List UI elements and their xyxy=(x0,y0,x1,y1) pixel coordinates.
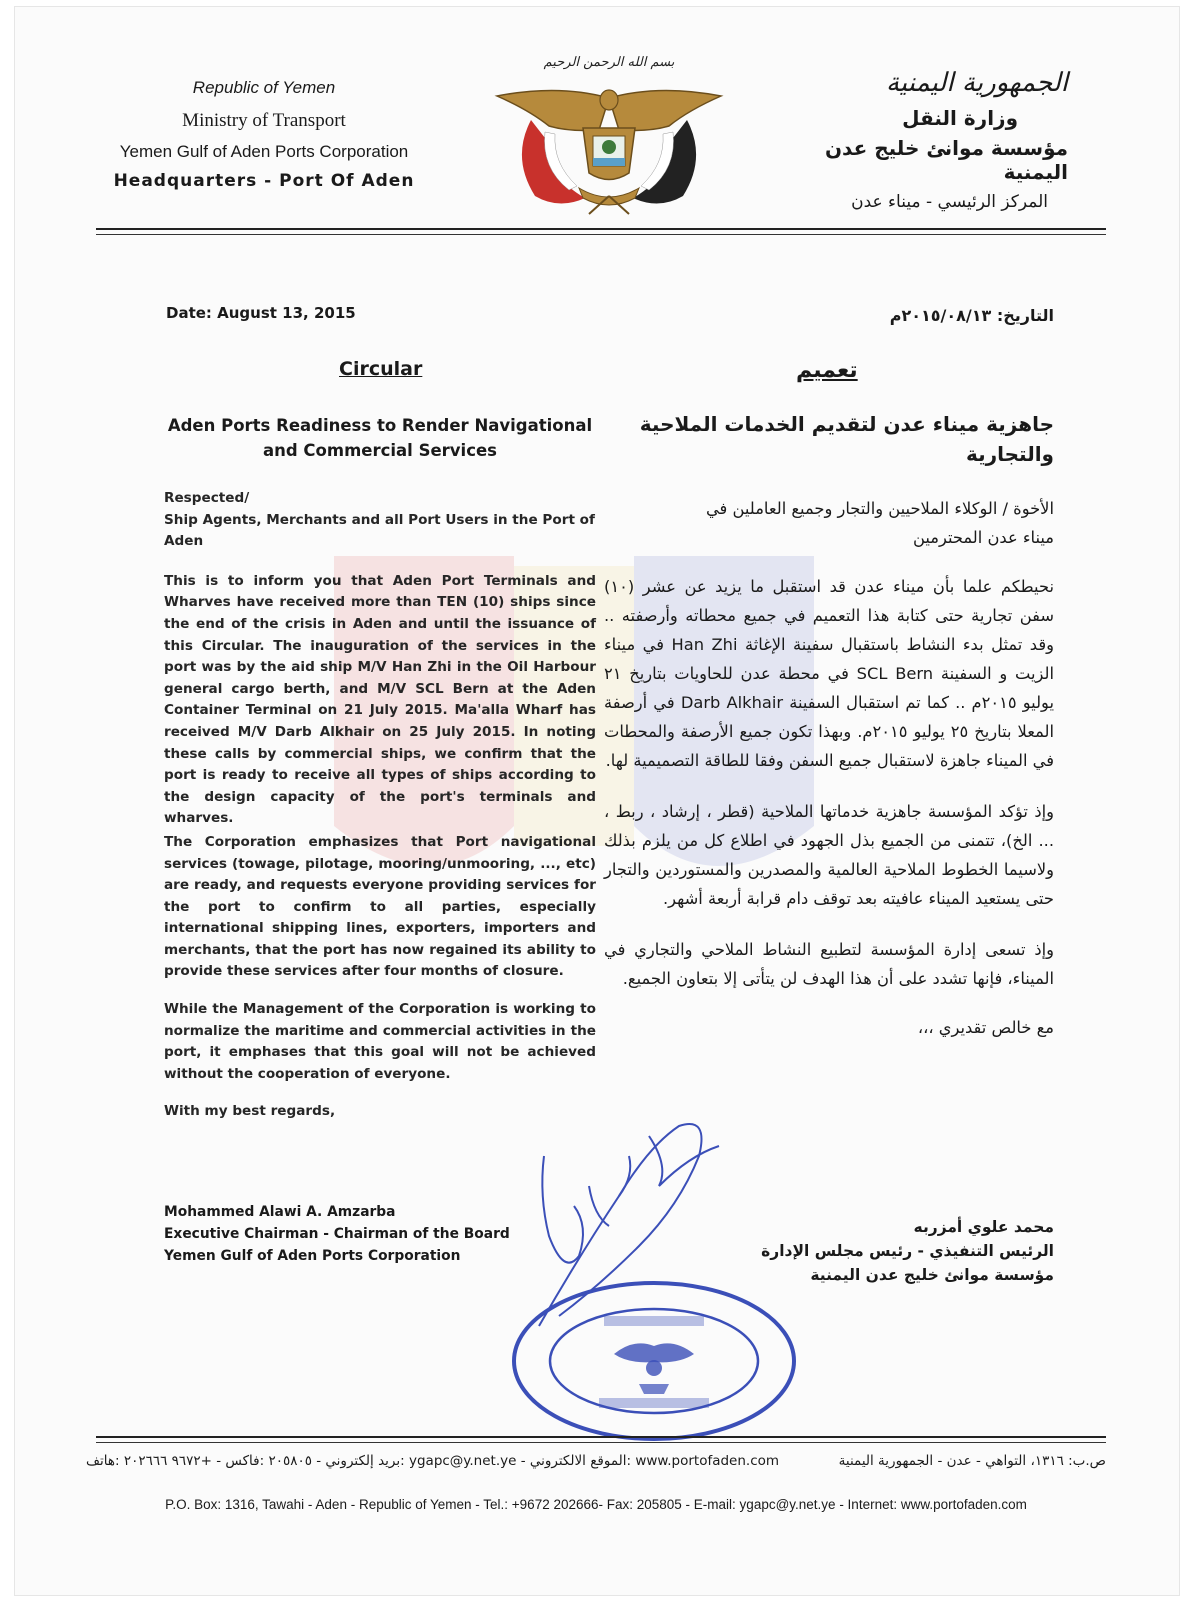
salutation-en-2: Ship Agents, Merchants and all Port Users in the Port of Aden xyxy=(164,511,595,550)
paragraph-ar-3: وإذ تسعى إدارة المؤسسة لتطبيع النشاط الملاحي والتجاري في الميناء، فإنها تشدد على أن هذا الهدف لن يتأتى إلا بتعاون الجميع. xyxy=(604,940,1054,988)
ministry-name-ar: وزارة النقل xyxy=(902,106,1018,130)
english-column xyxy=(164,488,596,1123)
header-rule-top xyxy=(96,228,1106,230)
subject-ar: جاهزية ميناء عدن لتقديم الخدمات الملاحية والتجارية xyxy=(639,412,1054,466)
signatory-title-ar: الرئيس التنفيذي - رئيس مجلس الإدارة xyxy=(761,1242,1054,1260)
signatory-name-en: Mohammed Alawi A. Amzarba xyxy=(164,1204,396,1220)
footer-rule-top xyxy=(96,1436,1106,1438)
closing-en: With my best regards, xyxy=(164,1103,336,1120)
title-ar: تعميم xyxy=(796,358,858,383)
footer-rule-bottom xyxy=(96,1442,1106,1443)
corporation-name-ar: مؤسسة موانئ خليج عدن اليمنية xyxy=(824,136,1068,184)
ministry-name-en: Ministry of Transport xyxy=(182,110,346,131)
salutation-en-1: Respected/ xyxy=(164,490,250,506)
signatory-org-en: Yemen Gulf of Aden Ports Corporation xyxy=(164,1248,461,1264)
subject-en: Aden Ports Readiness to Render Navigational and Commercial Services xyxy=(167,416,593,460)
paragraph-en-1: This is to inform you that Aden Port Terminals and Wharves have received more than TEN (10) ships since the end of the crisis in Aden and until the issuance of this Circular. The inauguration of the services in the port was by the aid ship M/V Han Zhi in the Oil Harbour general cargo berth, and M/V SCL Bern at the Aden Container Terminal on 21 July 2015. Ma'alla Wharf has received M/V Darb Alkhair on 25 July 2015. In noting these calls by commercial ships, we confirm that the port is ready to receive all types of ships according to the design capacity of the port's terminals and wharves. xyxy=(164,572,596,827)
paragraph-ar-1: نحيطكم علما بأن ميناء عدن قد استقبل ما يزيد عن عشر (١٠) سفن تجارية حتى كتابة هذا التعميم في جميع محطاته وأرصفته .. وقد تمثل بدء النشاط باستقبال سفينة الإغاثة Han Zhi في ميناء الزيت و السفينة SCL Bern في محطة عدن للحاويات بتاريخ ٢١ يوليو ٢٠١٥م .. كما تم استقبال السفينة Darb Alkhair في أرصفة المعلا بتاريخ ٢٥ يوليو ٢٠١٥م. وبهذا تكون جميع الأرصفة والمحطات في الميناء جاهزة لاستقبال جميع السفن وفقا للطاقة التصميمية لها. xyxy=(604,577,1055,770)
country-name-ar: الجمهورية اليمنية xyxy=(885,68,1068,98)
headquarters-en: Headquarters - Port Of Aden xyxy=(113,171,415,191)
signatory-org-ar: مؤسسة موانئ خليج عدن اليمنية xyxy=(810,1266,1054,1284)
footer-contacts: www.portofaden.com :الموقع الالكتروني - ygapc@y.net.ye :بريد إلكتروني - ٢٠٥٨٠٥ :فاكس - +٩٦٧٢ ٢٠٢٦٦٦ :هاتف xyxy=(86,1453,780,1469)
signatory-name-ar: محمد علوي أمزربه xyxy=(913,1218,1054,1236)
basmala-text: بسم الله الرحمن الرحيم xyxy=(543,55,675,70)
country-name-en: Republic of Yemen xyxy=(192,78,336,97)
footer-english-line: P.O. Box: 1316, Tawahi - Aden - Republic of Yemen - Tel.: +9672 202666- Fax: 205805 - E-mail: ygapc@y.net.ye - Internet: www.portofaden.com xyxy=(165,1497,1027,1512)
arabic-column xyxy=(604,494,1054,1042)
salutation-ar-2: ميناء عدن المحترمين xyxy=(912,528,1054,547)
signatory-title-en: Executive Chairman - Chairman of the Board xyxy=(164,1226,510,1242)
date-en: Date: August 13, 2015 xyxy=(166,304,356,322)
footer-address-ar: ص.ب: ١٣١٦، التواهي - عدن - الجمهورية اليمنية xyxy=(838,1453,1106,1469)
header-english xyxy=(99,78,429,191)
handwritten-signature-icon xyxy=(519,1116,739,1346)
date-ar: التاريخ: ٢٠١٥/٠٨/١٣م xyxy=(889,306,1054,325)
closing-ar: مع خالص تقديري ،،، xyxy=(917,1018,1054,1037)
yemen-emblem-icon xyxy=(489,48,729,218)
headquarters-ar: المركز الرئيسي - ميناء عدن xyxy=(851,192,1048,212)
paragraph-en-3: While the Management of the Corporation is working to normalize the maritime and commercial activities in the port, it emphases that this goal will not be achieved without the cooperation of everyone. xyxy=(164,1001,596,1082)
paragraph-ar-2: وإذ تؤكد المؤسسة جاهزية خدماتها الملاحية (قطر ، إرشاد ، ربط ، ... الخ)، تتمنى من الجميع بذل الجهود في اطلاع كل من يلزم بذلك ولاسيما الخطوط الملاحية العالمية والمصدرين والمستوردين والتجار حتى يستعيد الميناء عافيته بعد توقف دام قرابة أربعة أشهر. xyxy=(604,802,1054,908)
signature-block-ar xyxy=(761,1215,1054,1287)
paragraph-en-2: The Corporation emphasizes that Port navigational services (towage, pilotage, mooring/unmooring, ..., etc) are ready, and requests everyone providing services for the port to confirm to all parties, especially international shipping lines, exporters, importers and merchants, that the port has now regained its ability to provide these services after four months of closure. xyxy=(164,833,596,980)
corporation-name-en: Yemen Gulf of Aden Ports Corporation xyxy=(119,142,409,161)
footer-arabic-line xyxy=(86,1453,1106,1469)
signature-block-en xyxy=(164,1201,510,1267)
letter-page xyxy=(14,6,1180,1596)
salutation-ar-1: الأخوة / الوكلاء الملاحيين والتجار وجميع العاملين في xyxy=(705,499,1054,518)
title-en: Circular xyxy=(339,358,423,380)
header-rule-bottom xyxy=(96,234,1106,235)
header-arabic xyxy=(768,68,1068,212)
